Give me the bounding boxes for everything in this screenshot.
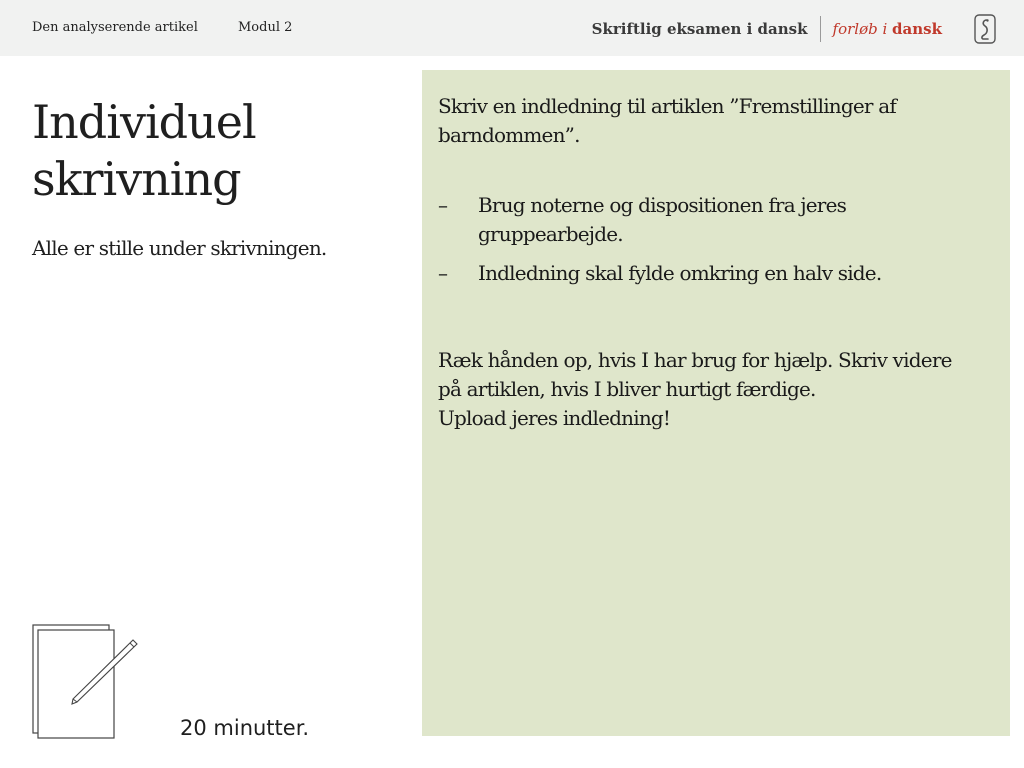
page-title-line-1: Individuel [32,95,256,149]
swan-logo-icon [974,14,996,44]
paper-pencil-icon [30,622,140,740]
top-bar [0,0,1024,56]
bullet-text: Brug noterne og dispositionen fra jeres gruppearbejde. [478,193,847,246]
brand-subtitle-bold: dansk [892,20,942,38]
brand-main-title: Skriftlig eksamen i dansk [591,20,808,38]
time-limit: 20 minutter. [180,716,310,740]
bullet-dash: – [438,193,448,217]
brand-subtitle [833,20,942,38]
page-subtitle: Alle er stille under skrivningen. [32,236,327,260]
page-title-line-2: skrivning [32,152,241,206]
bullet-item [438,259,978,288]
bullet-item [438,191,978,249]
assignment-bullets [438,191,978,298]
brand-logo-text [592,17,942,41]
help-instructions [438,346,998,433]
help-line-3: Upload jeres indledning! [438,406,671,430]
brand-subtitle-italic: forløb i [832,20,888,38]
breadcrumb-course[interactable]: Den analyserende artikel [32,20,198,35]
help-line-2: på artiklen, hvis I bliver hurtigt færdige. [438,377,816,401]
help-line-1: Ræk hånden op, hvis I har brug for hjælp. Skriv videre [438,348,952,372]
assignment-task: Skriv en indledning til artiklen ”Fremstillinger af barndommen”. [438,94,896,147]
assignment-panel [422,70,1010,736]
brand-divider [820,16,821,42]
page-title [32,94,392,208]
breadcrumb-module[interactable]: Modul 2 [238,20,293,35]
bullet-text: Indledning skal fylde omkring en halv side. [478,261,882,285]
bullet-dash: – [438,261,448,285]
